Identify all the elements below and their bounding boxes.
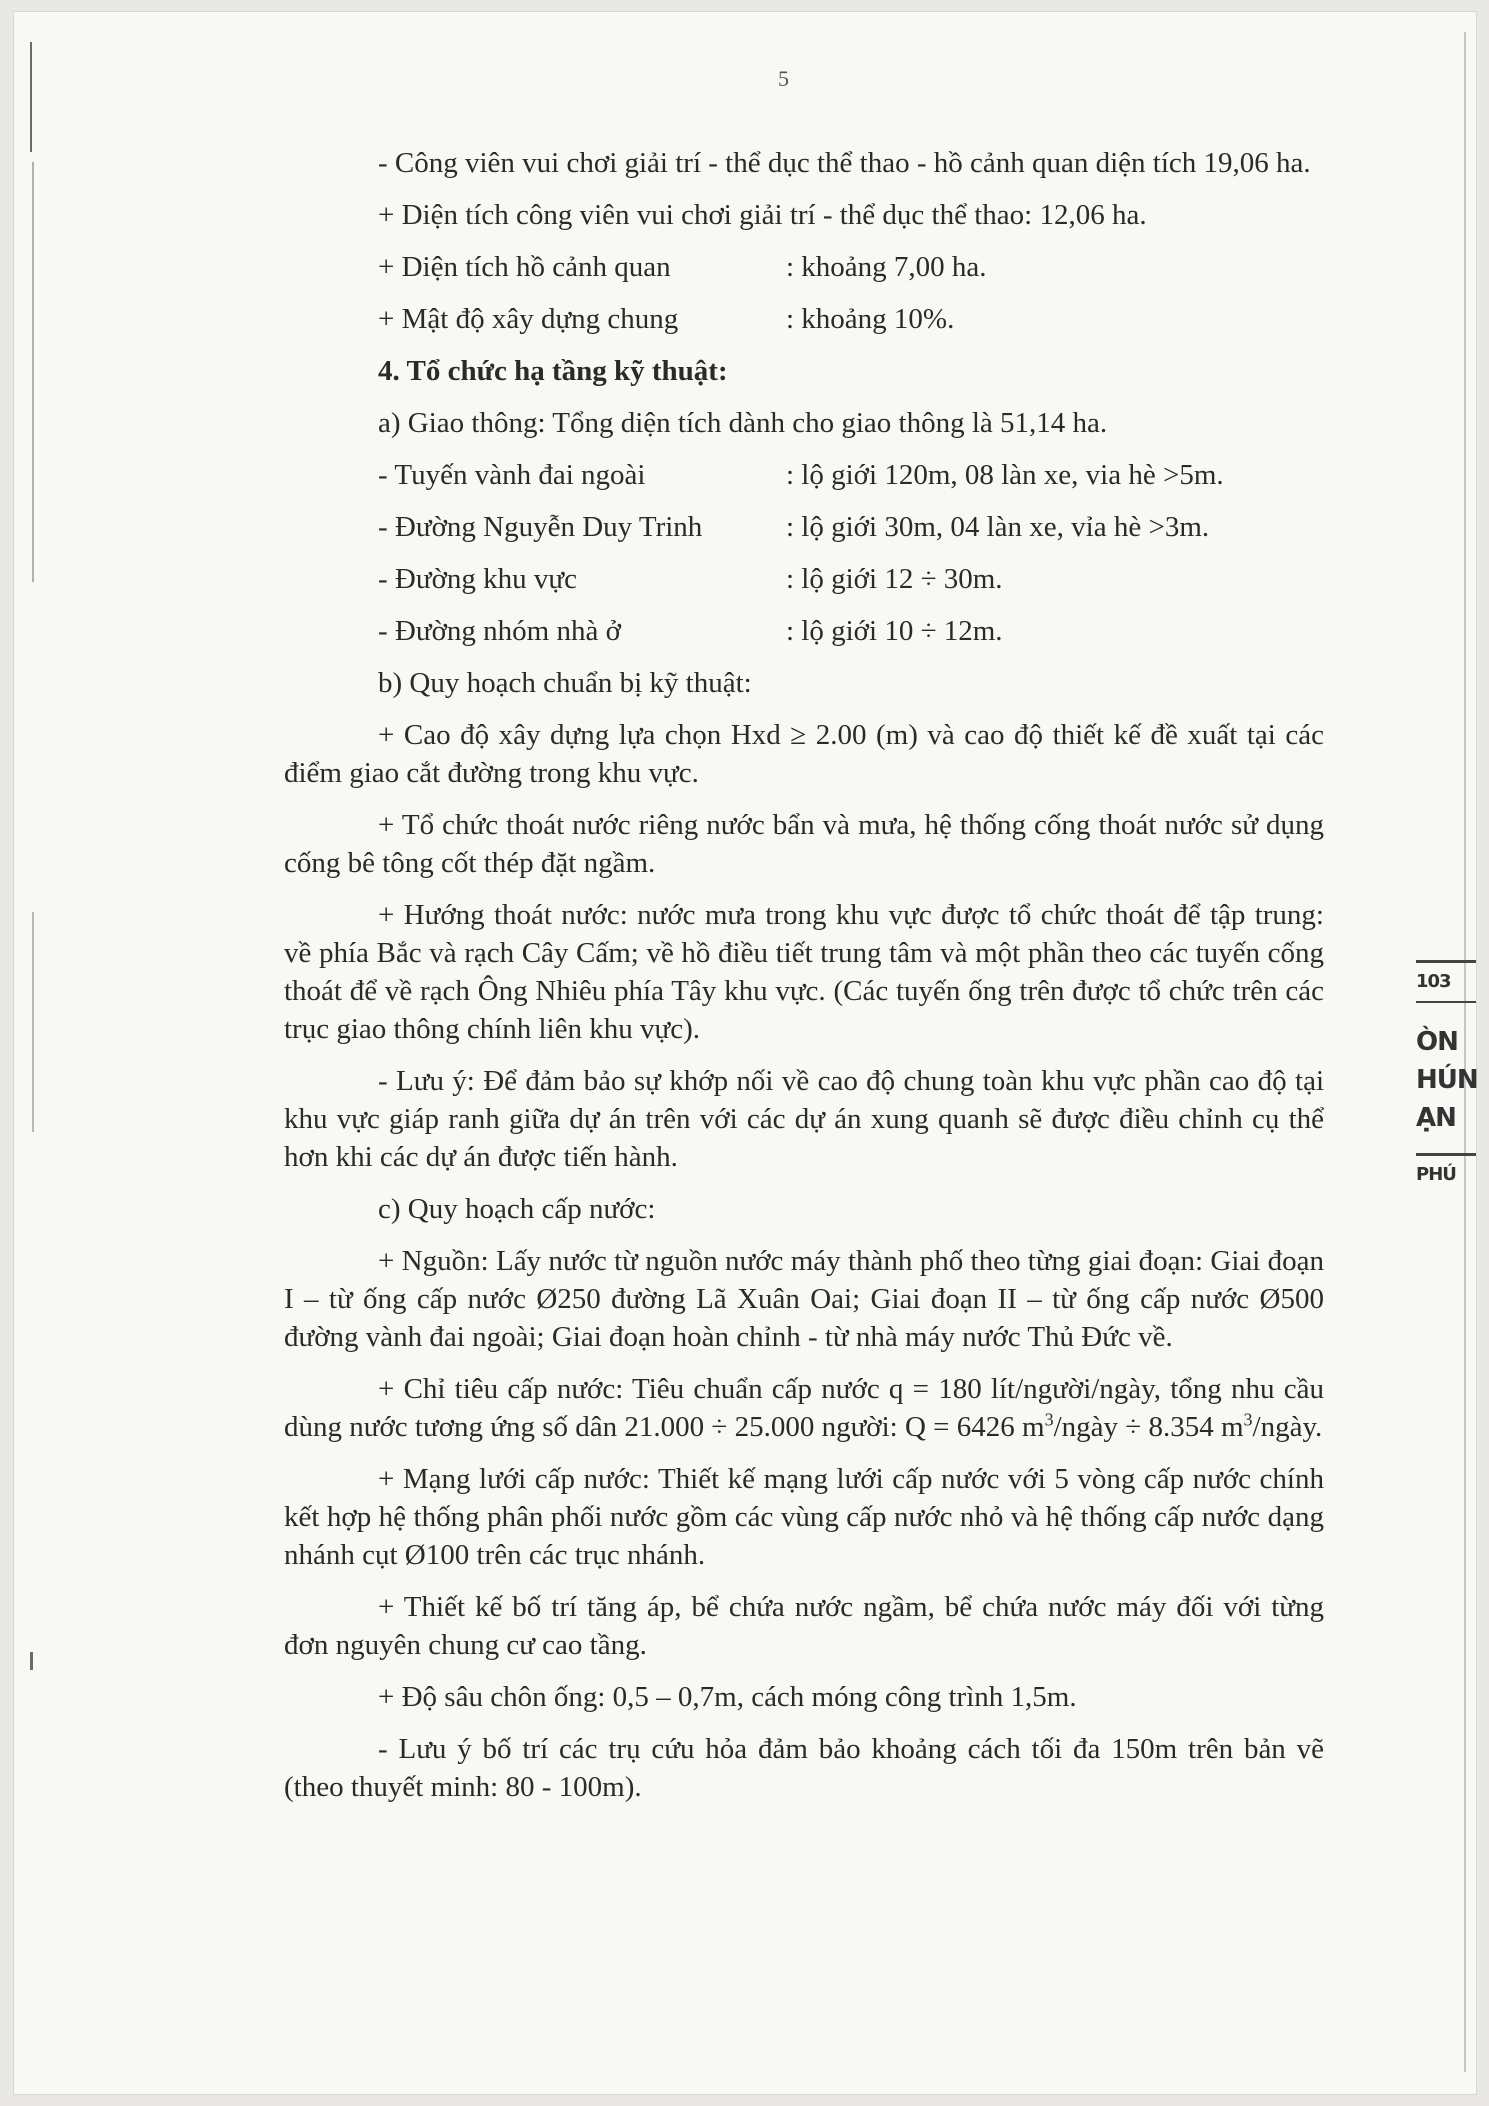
spec-label: - Đường Nguyễn Duy Trinh (378, 511, 703, 543)
spec-row (284, 456, 1324, 494)
paragraph: + Mạng lưới cấp nước: Thiết kế mạng lưới cấp nước với 5 vòng cấp nước chính kết hợp hệ thống phân phối nước gồm các vùng cấp nước nhỏ và hệ thống cấp nước dạng nhánh cụt Ø100 trên các trục nhánh. (284, 1463, 1324, 1571)
scan-mark (30, 1652, 33, 1670)
scan-mark (30, 42, 32, 152)
paragraph: + Cao độ xây dựng lựa chọn Hxd ≥ 2.00 (m) và cao độ thiết kế đề xuất tại các điểm giao cắt đường trong khu vực. (284, 719, 1324, 789)
text-run: /ngày ÷ 8.354 m (1053, 1411, 1244, 1443)
spec-value: : khoảng 7,00 ha. (786, 251, 987, 283)
spec-row (284, 300, 1324, 338)
paragraph: + Hướng thoát nước: nước mưa trong khu vực được tổ chức thoát để tập trung: về phía Bắc và rạch Cây Cấm; về hồ điều tiết trung tâm và một phần theo các tuyến cống thoát để về rạch Ông Nhiêu phía Tây khu vực. (Các tuyến ống trên được tổ chức trên các trục giao thông chính liên khu vực). (284, 899, 1324, 1045)
paragraph: + Diện tích công viên vui chơi giải trí - thể dục thể thao: 12,06 ha. (378, 199, 1147, 231)
spec-label: + Mật độ xây dựng chung (378, 303, 679, 335)
stamp-fragment (1416, 960, 1476, 1194)
spec-label: - Đường khu vực (378, 563, 577, 595)
spec-value: : lộ giới 12 ÷ 30m. (786, 563, 1003, 595)
scan-mark (32, 912, 34, 1132)
paragraph: - Lưu ý: Để đảm bảo sự khớp nối về cao độ chung toàn khu vực phần cao độ tại khu vực giáp ranh giữa dự án trên với các dự án xung quanh sẽ được điều chỉnh cụ thể hơn khi các dự án được tiến hành. (284, 1065, 1324, 1173)
stamp-line: HÚN (1416, 1065, 1478, 1095)
spec-value: : lộ giới 10 ÷ 12m. (786, 615, 1003, 647)
paragraph: + Thiết kế bố trí tăng áp, bể chứa nước ngầm, bể chứa nước máy đối với từng đơn nguyên chung cư cao tầng. (284, 1591, 1324, 1661)
document-body (284, 144, 1324, 1820)
paragraph: b) Quy hoạch chuẩn bị kỹ thuật: (378, 667, 752, 699)
paragraph (284, 1370, 1324, 1446)
spec-label: + Diện tích hồ cảnh quan (378, 251, 671, 283)
paragraph: - Công viên vui chơi giải trí - thể dục thể thao - hồ cảnh quan diện tích 19,06 ha. (378, 147, 1311, 179)
paragraph: c) Quy hoạch cấp nước: (378, 1193, 656, 1225)
spec-row (284, 248, 1324, 286)
stamp-line: PHÚ (1416, 1153, 1476, 1194)
page-number: 5 (778, 66, 789, 91)
paragraph: a) Giao thông: Tổng diện tích dành cho giao thông là 51,14 ha. (378, 407, 1108, 439)
spec-value: : khoảng 10%. (786, 303, 955, 335)
text-run: + Chỉ tiêu cấp nước: Tiêu chuẩn cấp nước q = 180 lít/người/ngày, tổng nhu cầu dùng nước tương ứng số dân 21.000 ÷ 25.000 người: Q = 6426 m (284, 1373, 1324, 1443)
paragraph: + Nguồn: Lấy nước từ nguồn nước máy thành phố theo từng giai đoạn: Giai đoạn I – từ ống cấp nước Ø250 đường Lã Xuân Oai; Giai đoạn II – từ ống cấp nước Ø500 đường vành đai ngoài; Giai đoạn hoàn chỉnh - từ nhà máy nước Thủ Đức về. (284, 1245, 1324, 1353)
stamp-line: ẠN (1416, 1103, 1456, 1133)
paragraph: + Độ sâu chôn ống: 0,5 – 0,7m, cách móng công trình 1,5m. (378, 1681, 1077, 1713)
spec-value: : lộ giới 30m, 04 làn xe, vỉa hè >3m. (786, 511, 1210, 543)
spec-label: - Đường nhóm nhà ở (378, 615, 621, 647)
stamp-line: ÒN (1416, 1027, 1458, 1057)
superscript: 3 (1044, 1409, 1054, 1430)
scan-mark (32, 162, 34, 582)
paragraph: + Tổ chức thoát nước riêng nước bẩn và mưa, hệ thống cống thoát nước sử dụng cống bê tông cốt thép đặt ngầm. (284, 809, 1324, 879)
superscript: 3 (1243, 1409, 1253, 1430)
paragraph: - Lưu ý bố trí các trụ cứu hỏa đảm bảo khoảng cách tối đa 150m trên bản vẽ (theo thuyết minh: 80 - 100m). (284, 1733, 1324, 1803)
stamp-line: 103 (1416, 960, 1476, 1003)
section-heading: 4. Tổ chức hạ tầng kỹ thuật: (378, 355, 728, 387)
spec-label: - Tuyến vành đai ngoài (378, 459, 646, 491)
text-run: /ngày. (1252, 1411, 1323, 1443)
spec-row (284, 508, 1324, 546)
spec-row (284, 560, 1324, 598)
spec-value: : lộ giới 120m, 08 làn xe, via hè >5m. (786, 459, 1224, 491)
spec-row (284, 612, 1324, 650)
